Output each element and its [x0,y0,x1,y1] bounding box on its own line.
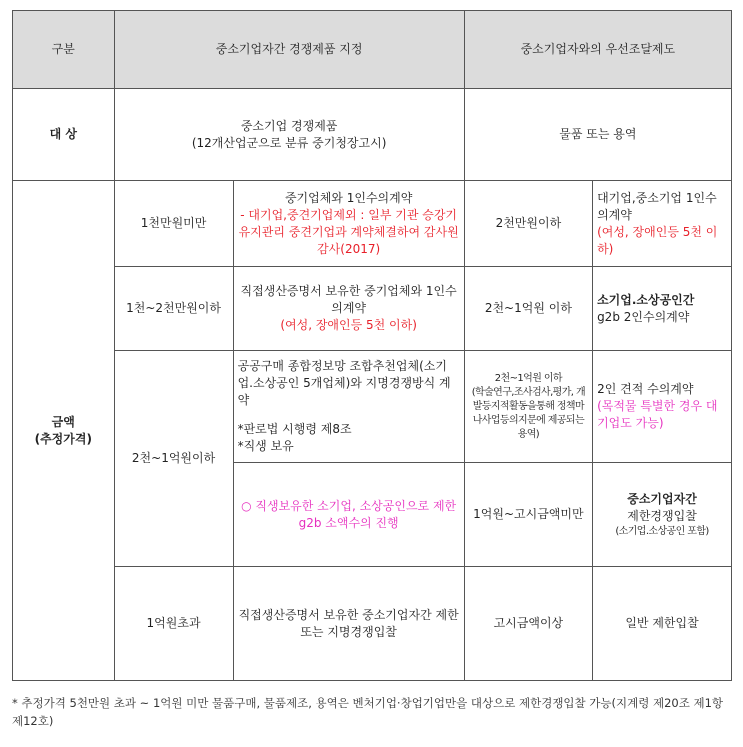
row3-pref-b-note: (소기업.소상공인 포함) [615,525,709,537]
row4-rule: 직접생산증명서 보유한 중소기업자간 제한 또는 지명경쟁입찰 [233,567,464,681]
row2-pref-range: 2천~1억원 이하 [464,267,592,351]
row1-pref-range: 2천만원이하 [464,181,592,267]
header-preferred: 중소기업자와의 우선조달제도 [464,11,731,89]
row1-pref [593,181,732,267]
target-label: 대 상 [13,89,115,181]
row3-rule-text: 공공구매 종합정보망 조합추천업체(소기업.소상공인 5개업체)와 지명경쟁방식 계약 [237,359,451,407]
row3-pref-range-a [464,351,592,463]
row2-pref-bold: 소기업.소상공인간 [597,292,695,307]
procurement-table [12,10,732,681]
row4-pref-range: 고시금액이상 [464,567,592,681]
row2-pref [593,267,732,351]
row1-pref-text: 대기업,중소기업 1인수의계약 [597,190,717,222]
target-designation-line2: (12개산업군으로 분류 중기청장고시) [191,135,387,150]
amount-label-line2: (추정가격) [34,431,92,446]
row2-range: 1천~2천만원이하 [114,267,233,351]
row2-rule-limit: (여성, 장애인등 5천 이하) [280,318,417,332]
row4-range: 1억원초과 [114,567,233,681]
row1-range: 1천만원미만 [114,181,233,267]
row1-rule [233,181,464,267]
row3-pref-b [593,463,732,567]
row1-rule-text: 중기업체와 1인수의계약 [284,190,413,205]
target-preferred: 물품 또는 용역 [464,89,731,181]
target-designation-line1: 중소기업 경쟁제품 [240,118,338,133]
footnote: * 추정가격 5천만원 초과 ~ 1억원 미만 물품구매, 물품제조, 용역은 벤처기업·창업기업만을 대상으로 제한경쟁입찰 가능(지계령 제20조 제1항 제12호) [12,696,724,728]
row2-pref-text: g2b 2인수의계약 [597,309,690,324]
row3-pref-b-text: 제한경쟁입찰 [627,508,697,523]
row3-pref-range-b: 1억원~고시금액미만 [464,463,592,567]
row3-pref-a [593,351,732,463]
row3-rule-note2: *직생 보유 [237,439,294,453]
row4-pref: 일반 제한입찰 [593,567,732,681]
row1-rule-exception: - 대기업,중견기업제외 : 일부 기관 승강기유지관리 중견기업과 계약체결하여 감사원 감사(2017) [238,207,459,256]
row2-rule-text: 직접생산증명서 보유한 중기업체와 1인수의계약 [240,284,457,315]
amount-label [13,181,115,681]
amount-label-line1: 금액 [51,414,75,429]
row3-rule-note1: *판로법 시행령 제8조 [237,422,352,436]
header-designation: 중소기업자간 경쟁제품 지정 [114,11,464,89]
row3-pref-a-text: 2인 견적 수의계약 [597,382,694,396]
row3-range: 2천~1억원이하 [114,351,233,567]
row3-pref-b-bold: 중소기업자간 [627,491,697,506]
header-gubun: 구분 [13,11,115,89]
row3-rule [233,351,464,463]
row3-pref-a-note: (목적물 특별한 경우 대기업도 가능) [597,399,718,430]
target-designation [114,89,464,181]
row2-rule [233,267,464,351]
row1-pref-limit: (여성, 장애인등 5천 이하) [597,224,718,256]
row3-rule-gap [238,409,460,421]
row3-pref-range-a-text: 2천~1억원 이하 [494,372,562,384]
row3-rule-restricted: ○ 직생보유한 소기업, 소상공인으로 제한 g2b 소액수의 진행 [233,463,464,567]
row3-pref-range-a-detail: (학술연구,조사검사,평가, 개발등지적활동을통해 정책마나사업등의지문에 제공되는용역) [471,386,586,440]
